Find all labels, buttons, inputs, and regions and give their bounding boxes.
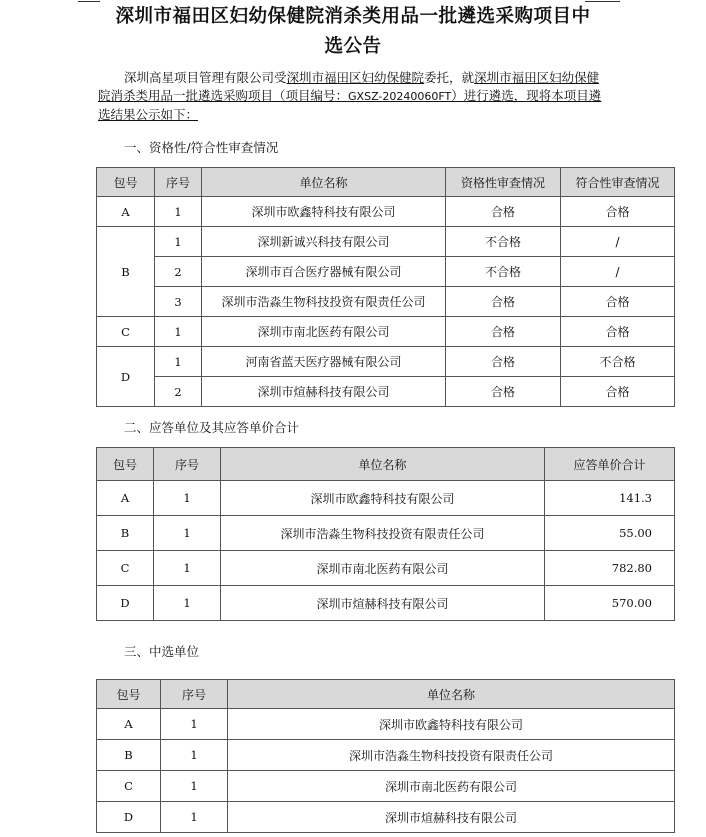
intro-text-2: 委托，就 (424, 70, 475, 85)
name-cell: 深圳市浩淼生物科技投资有限责任公司 (228, 740, 675, 771)
pkg-cell: C (97, 317, 155, 347)
name-cell: 河南省蓝天医疗器械有限公司 (202, 347, 446, 377)
seq-cell: 1 (161, 771, 228, 802)
seq-cell: 1 (161, 709, 228, 740)
seq-cell: 1 (161, 802, 228, 833)
qualification-cell: 合格 (446, 347, 561, 377)
name-cell: 深圳新诚兴科技有限公司 (202, 227, 446, 257)
seq-cell: 1 (154, 586, 221, 621)
name-cell: 深圳市南北医药有限公司 (228, 771, 675, 802)
col-header-name: 单位名称 (221, 448, 545, 481)
pkg-cell: D (97, 586, 154, 621)
quotation-table (96, 447, 675, 621)
section-1-heading: 一、资格性/符合性审查情况 (124, 140, 279, 155)
col-header-pkg: 包号 (97, 680, 161, 709)
name-cell: 深圳市煊赫科技有限公司 (221, 586, 545, 621)
seq-cell: 1 (154, 481, 221, 516)
conformity-cell: / (561, 257, 675, 287)
qualification-cell: 合格 (446, 287, 561, 317)
conformity-cell: 合格 (561, 197, 675, 227)
winner-table (96, 679, 675, 833)
pkg-cell: B (97, 740, 161, 771)
col-header-name: 单位名称 (202, 168, 446, 197)
seq-cell: 2 (155, 257, 202, 287)
name-cell: 深圳市欧鑫特科技有限公司 (202, 197, 446, 227)
table-row (97, 287, 675, 317)
col-header-name: 单位名称 (228, 680, 675, 709)
pkg-cell: C (97, 771, 161, 802)
seq-cell: 1 (154, 516, 221, 551)
col-header-seq: 序号 (155, 168, 202, 197)
name-cell: 深圳市煊赫科技有限公司 (202, 377, 446, 407)
project-name: 深圳市福田区妇幼保健院消杀类用品一批遴选采购项目 (98, 70, 600, 103)
pkg-cell: B (97, 516, 154, 551)
seq-cell: 1 (155, 347, 202, 377)
table-row (97, 257, 675, 287)
project-number: GXSZ-20240060FT (348, 90, 452, 103)
section-3-heading: 三、中选单位 (124, 644, 200, 659)
intro-text-4: ）进行遴选，现将本项目遴选结果公示如下： (98, 88, 602, 122)
col-header-seq: 序号 (161, 680, 228, 709)
table-row (97, 197, 675, 227)
pkg-cell: D (97, 802, 161, 833)
name-cell: 深圳市欧鑫特科技有限公司 (228, 709, 675, 740)
table-header-row (97, 168, 675, 197)
title-line-1: 深圳市福田区妇幼保健院消杀类用品一批遴选采购项目中 (115, 6, 591, 27)
intro-text-3: （项目编号： (273, 88, 349, 103)
pkg-cell: A (97, 709, 161, 740)
price-cell: 782.80 (545, 551, 675, 586)
table-header-row (97, 680, 675, 709)
conformity-cell: 合格 (561, 287, 675, 317)
seq-cell: 1 (161, 740, 228, 771)
name-cell: 深圳市欧鑫特科技有限公司 (221, 481, 545, 516)
seq-cell: 2 (155, 377, 202, 407)
pkg-cell: A (97, 481, 154, 516)
table-row (97, 740, 675, 771)
seq-cell: 3 (155, 287, 202, 317)
seq-cell: 1 (154, 551, 221, 586)
seq-cell: 1 (155, 197, 202, 227)
col-header-pkg: 包号 (97, 448, 154, 481)
intro-paragraph (98, 69, 608, 124)
conformity-cell: 不合格 (561, 347, 675, 377)
name-cell: 深圳市浩淼生物科技投资有限责任公司 (202, 287, 446, 317)
seq-cell: 1 (155, 227, 202, 257)
col-header-seq: 序号 (154, 448, 221, 481)
client-name: 深圳市福田区妇幼保健院 (286, 70, 425, 85)
qualification-cell: 合格 (446, 317, 561, 347)
name-cell: 深圳市百合医疗器械有限公司 (202, 257, 446, 287)
page-title (0, 2, 706, 62)
qualification-table (96, 167, 675, 407)
pkg-cell: D (97, 347, 155, 407)
seq-cell: 1 (155, 317, 202, 347)
price-cell: 141.3 (545, 481, 675, 516)
table-row (97, 551, 675, 586)
col-header-pkg: 包号 (97, 168, 155, 197)
conformity-cell: 合格 (561, 377, 675, 407)
table-row (97, 317, 675, 347)
pkg-cell: C (97, 551, 154, 586)
col-header-price: 应答单价合计 (545, 448, 675, 481)
table-row (97, 347, 675, 377)
table-row (97, 586, 675, 621)
table-row (97, 516, 675, 551)
col-header-qualification: 资格性审查情况 (446, 168, 561, 197)
table-row (97, 709, 675, 740)
conformity-cell: / (561, 227, 675, 257)
section-2-heading: 二、应答单位及其应答单价合计 (124, 420, 300, 435)
table-row (97, 377, 675, 407)
price-cell: 570.00 (545, 586, 675, 621)
table-row (97, 481, 675, 516)
agency-name: 深圳高星项目管理有限公司 (124, 70, 275, 85)
pkg-cell: B (97, 227, 155, 317)
intro-text-1: 受 (274, 70, 287, 85)
col-header-conformity: 符合性审查情况 (561, 168, 675, 197)
name-cell: 深圳市浩淼生物科技投资有限责任公司 (221, 516, 545, 551)
table-row (97, 227, 675, 257)
table-row (97, 802, 675, 833)
qualification-cell: 合格 (446, 197, 561, 227)
table-header-row (97, 448, 675, 481)
qualification-cell: 不合格 (446, 227, 561, 257)
name-cell: 深圳市南北医药有限公司 (202, 317, 446, 347)
qualification-cell: 合格 (446, 377, 561, 407)
conformity-cell: 合格 (561, 317, 675, 347)
table-row (97, 771, 675, 802)
qualification-cell: 不合格 (446, 257, 561, 287)
name-cell: 深圳市煊赫科技有限公司 (228, 802, 675, 833)
name-cell: 深圳市南北医药有限公司 (221, 551, 545, 586)
price-cell: 55.00 (545, 516, 675, 551)
pkg-cell: A (97, 197, 155, 227)
title-line-2: 选公告 (324, 36, 382, 57)
